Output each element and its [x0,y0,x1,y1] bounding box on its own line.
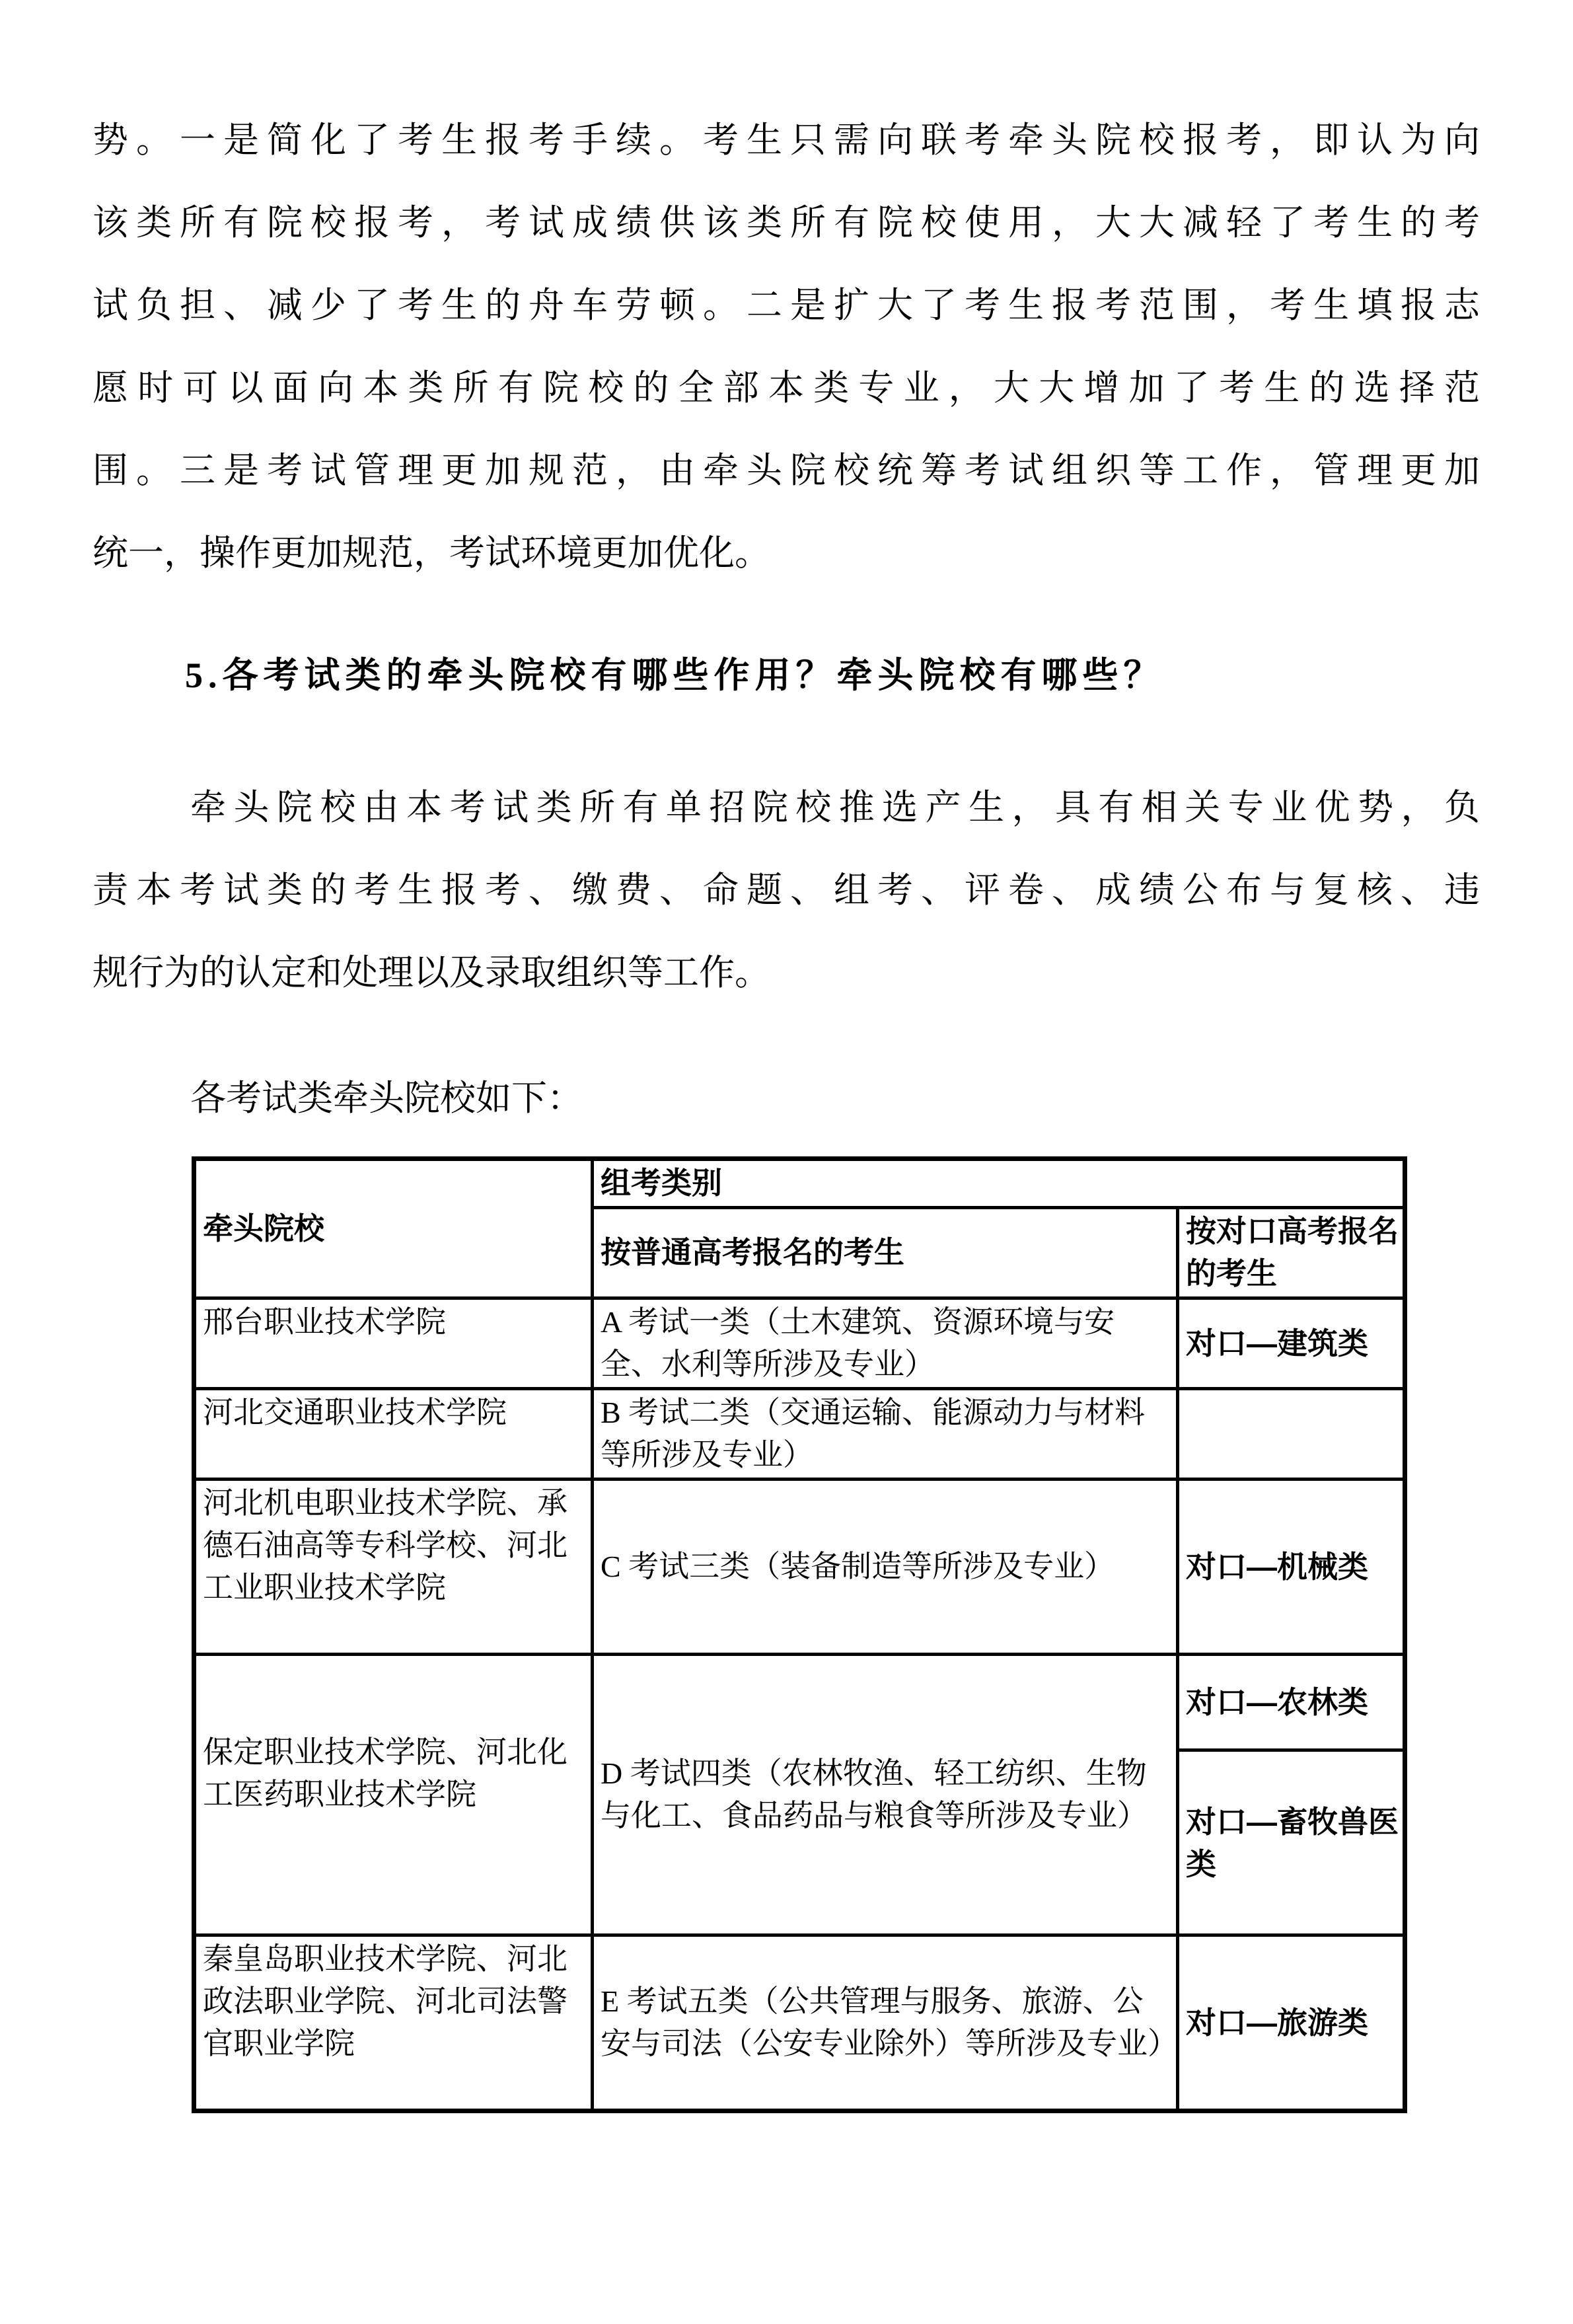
cell-school: 邢台职业技术学院 [194,1298,593,1389]
table-row-exam-type-a [194,1298,1405,1389]
cell-duikou-category: 对口—建筑类 [1178,1298,1405,1389]
section-heading: 5.各考试类的牵头院校有哪些作用？牵头院校有哪些？ [185,656,1165,695]
cell-exam-category: D 考试四类（农林牧渔、轻工纺织、生物与化工、食品药品与粮食等所涉及专业） [593,1655,1178,1935]
lead-institutions-table [192,1156,1407,2113]
cell-exam-category: E 考试五类（公共管理与服务、旅游、公安与司法（公安专业除外）等所涉及专业） [593,1935,1178,2111]
cell-duikou-category: 对口—机械类 [1178,1480,1405,1655]
paragraph-1-line-6: 统一，操作更加规范，考试环境更加优化。 [92,533,770,573]
cell-school: 秦皇岛职业技术学院、河北政法职业学院、河北司法警官职业学院 [194,1935,593,2111]
cell-duikou-category: 对口—旅游类 [1178,1935,1405,2111]
cell-school: 河北机电职业技术学院、承德石油高等专科学校、河北工业职业技术学院 [194,1480,593,1655]
paragraph-2-line-2: 责本考试类的考生报考、缴费、命题、组考、评卷、成绩公布与复核、违 [92,870,1480,910]
table-row-exam-type-d [194,1655,1405,1750]
cell-school: 保定职业技术学院、河北化工医药职业技术学院 [194,1655,593,1935]
table-row-exam-type-b [194,1389,1405,1480]
paragraph-1-line-1: 势。一是简化了考生报考手续。考生只需向联考牵头院校报考，即认为向 [92,120,1480,160]
header-lead-institution: 牵头院校 [194,1159,593,1298]
table-row-exam-type-c [194,1480,1405,1655]
cell-duikou-category-empty [1178,1389,1405,1480]
paragraph-1-line-4: 愿时可以面向本类所有院校的全部本类专业，大大增加了考生的选择范 [92,368,1480,408]
paragraph-3: 各考试类牵头院校如下： [190,1078,583,1118]
paragraph-1-line-5: 围。三是考试管理更加规范，由牵头院校统筹考试组织等工作，管理更加 [92,451,1480,490]
cell-duikou-category-husbandry: 对口—畜牧兽医类 [1178,1750,1405,1935]
cell-school: 河北交通职业技术学院 [194,1389,593,1480]
paragraph-2-line-3: 规行为的认定和处理以及录取组织等工作。 [92,953,770,993]
header-exam-group: 组考类别 [593,1159,1405,1208]
cell-exam-category: B 考试二类（交通运输、能源动力与材料等所涉及专业） [593,1389,1178,1480]
table-row-exam-type-e [194,1935,1405,2111]
header-general-gaokao: 按普通高考报名的考生 [593,1208,1178,1298]
cell-exam-category: C 考试三类（装备制造等所涉及专业） [593,1480,1178,1655]
header-duikou-gaokao: 按对口高考报名的考生 [1178,1208,1405,1298]
paragraph-1-line-2: 该类所有院校报考，考试成绩供该类所有院校使用，大大减轻了考生的考 [92,203,1480,243]
cell-exam-category: A 考试一类（土木建筑、资源环境与安全、水利等所涉及专业） [593,1298,1178,1389]
table-header-row-1 [194,1159,1405,1208]
cell-duikou-category-farming: 对口—农林类 [1178,1655,1405,1750]
paragraph-1-line-3: 试负担、减少了考生的舟车劳顿。二是扩大了考生报考范围，考生填报志 [92,285,1480,325]
paragraph-1 [92,99,1480,595]
document-page [0,99,1573,2324]
paragraph-2 [92,767,1480,1014]
paragraph-2-line-1: 牵头院校由本考试类所有单招院校推选产生，具有相关专业优势，负 [190,788,1480,827]
